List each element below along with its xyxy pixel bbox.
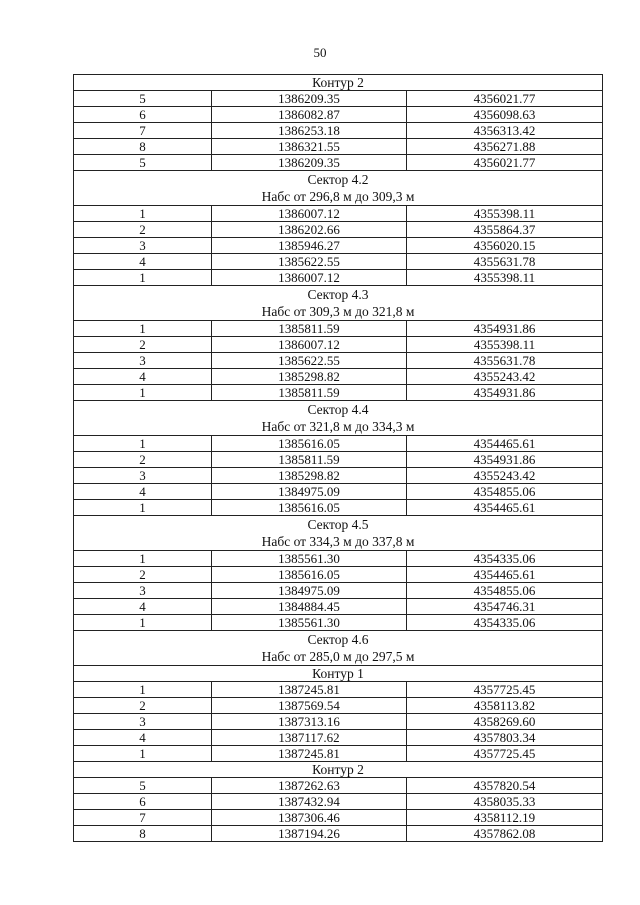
sector-header-row <box>74 631 603 666</box>
table-row <box>74 567 603 583</box>
x-coordinate-cell: 1386321.55 <box>212 139 407 155</box>
table-row <box>74 794 603 810</box>
sector-title: Сектор 4.2 <box>307 172 369 187</box>
x-coordinate-cell: 1387569.54 <box>212 698 407 714</box>
y-coordinate-cell: 4357725.45 <box>407 682 603 698</box>
contour-label: Контур 2 <box>74 762 603 778</box>
point-number-cell: 2 <box>74 337 212 353</box>
contour-header-row <box>74 75 603 91</box>
point-number-cell: 3 <box>74 583 212 599</box>
x-coordinate-cell: 1386209.35 <box>212 155 407 171</box>
point-number-cell: 4 <box>74 254 212 270</box>
point-number-cell: 1 <box>74 746 212 762</box>
y-coordinate-cell: 4357803.34 <box>407 730 603 746</box>
table-row <box>74 599 603 615</box>
point-number-cell: 3 <box>74 353 212 369</box>
table-row <box>74 107 603 123</box>
point-number-cell: 4 <box>74 599 212 615</box>
x-coordinate-cell: 1386209.35 <box>212 91 407 107</box>
point-number-cell: 8 <box>74 826 212 842</box>
table-row <box>74 484 603 500</box>
table-row <box>74 238 603 254</box>
table-row <box>74 452 603 468</box>
table-row <box>74 337 603 353</box>
sector-header-cell <box>74 516 603 551</box>
sector-altitude-range: Набс от 334,3 м до 337,8 м <box>261 534 415 549</box>
x-coordinate-cell: 1386202.66 <box>212 222 407 238</box>
point-number-cell: 6 <box>74 107 212 123</box>
sector-altitude-range: Набс от 285,0 м до 297,5 м <box>261 649 415 664</box>
y-coordinate-cell: 4358113.82 <box>407 698 603 714</box>
sector-altitude-range: Набс от 296,8 м до 309,3 м <box>261 189 415 204</box>
table-row <box>74 746 603 762</box>
y-coordinate-cell: 4358112.19 <box>407 810 603 826</box>
table-row <box>74 123 603 139</box>
x-coordinate-cell: 1385298.82 <box>212 369 407 385</box>
x-coordinate-cell: 1386253.18 <box>212 123 407 139</box>
y-coordinate-cell: 4354931.86 <box>407 452 603 468</box>
contour-header-row <box>74 762 603 778</box>
point-number-cell: 7 <box>74 123 212 139</box>
x-coordinate-cell: 1386007.12 <box>212 206 407 222</box>
x-coordinate-cell: 1387306.46 <box>212 810 407 826</box>
y-coordinate-cell: 4354465.61 <box>407 500 603 516</box>
y-coordinate-cell: 4354855.06 <box>407 484 603 500</box>
table-row <box>74 698 603 714</box>
y-coordinate-cell: 4356021.77 <box>407 155 603 171</box>
point-number-cell: 1 <box>74 385 212 401</box>
x-coordinate-cell: 1385298.82 <box>212 468 407 484</box>
sector-header-cell <box>74 171 603 206</box>
x-coordinate-cell: 1387313.16 <box>212 714 407 730</box>
y-coordinate-cell: 4355864.37 <box>407 222 603 238</box>
x-coordinate-cell: 1387432.94 <box>212 794 407 810</box>
y-coordinate-cell: 4356313.42 <box>407 123 603 139</box>
sector-header-cell <box>74 286 603 321</box>
x-coordinate-cell: 1385622.55 <box>212 254 407 270</box>
point-number-cell: 6 <box>74 794 212 810</box>
table-row <box>74 353 603 369</box>
point-number-cell: 5 <box>74 155 212 171</box>
point-number-cell: 3 <box>74 238 212 254</box>
point-number-cell: 2 <box>74 698 212 714</box>
x-coordinate-cell: 1387245.81 <box>212 682 407 698</box>
coordinates-table <box>73 74 603 842</box>
y-coordinate-cell: 4354335.06 <box>407 551 603 567</box>
x-coordinate-cell: 1385946.27 <box>212 238 407 254</box>
x-coordinate-cell: 1385616.05 <box>212 436 407 452</box>
table-row <box>74 155 603 171</box>
x-coordinate-cell: 1385811.59 <box>212 321 407 337</box>
y-coordinate-cell: 4356098.63 <box>407 107 603 123</box>
x-coordinate-cell: 1387194.26 <box>212 826 407 842</box>
sector-title: Сектор 4.5 <box>307 517 369 532</box>
x-coordinate-cell: 1384975.09 <box>212 583 407 599</box>
table-row <box>74 222 603 238</box>
y-coordinate-cell: 4354931.86 <box>407 385 603 401</box>
table-row <box>74 730 603 746</box>
sector-header-row <box>74 171 603 206</box>
point-number-cell: 2 <box>74 567 212 583</box>
table-row <box>74 551 603 567</box>
x-coordinate-cell: 1384884.45 <box>212 599 407 615</box>
point-number-cell: 5 <box>74 778 212 794</box>
point-number-cell: 4 <box>74 369 212 385</box>
y-coordinate-cell: 4355398.11 <box>407 270 603 286</box>
table-row <box>74 583 603 599</box>
y-coordinate-cell: 4356271.88 <box>407 139 603 155</box>
table-row <box>74 826 603 842</box>
table-row <box>74 321 603 337</box>
sector-title: Сектор 4.3 <box>307 287 369 302</box>
y-coordinate-cell: 4358035.33 <box>407 794 603 810</box>
point-number-cell: 7 <box>74 810 212 826</box>
y-coordinate-cell: 4355243.42 <box>407 369 603 385</box>
point-number-cell: 4 <box>74 484 212 500</box>
x-coordinate-cell: 1385622.55 <box>212 353 407 369</box>
table-row <box>74 91 603 107</box>
y-coordinate-cell: 4354931.86 <box>407 321 603 337</box>
x-coordinate-cell: 1384975.09 <box>212 484 407 500</box>
point-number-cell: 1 <box>74 206 212 222</box>
y-coordinate-cell: 4357820.54 <box>407 778 603 794</box>
y-coordinate-cell: 4356020.15 <box>407 238 603 254</box>
sector-header-cell <box>74 401 603 436</box>
x-coordinate-cell: 1385616.05 <box>212 567 407 583</box>
y-coordinate-cell: 4354465.61 <box>407 436 603 452</box>
x-coordinate-cell: 1386007.12 <box>212 270 407 286</box>
x-coordinate-cell: 1387245.81 <box>212 746 407 762</box>
sector-title: Сектор 4.4 <box>307 402 369 417</box>
table-row <box>74 206 603 222</box>
table-row <box>74 468 603 484</box>
point-number-cell: 2 <box>74 452 212 468</box>
y-coordinate-cell: 4354335.06 <box>407 615 603 631</box>
point-number-cell: 2 <box>74 222 212 238</box>
sector-header-row <box>74 401 603 436</box>
coordinates-table-body <box>74 75 603 842</box>
page-number: 50 <box>313 45 327 60</box>
y-coordinate-cell: 4355398.11 <box>407 337 603 353</box>
table-row <box>74 810 603 826</box>
table-row <box>74 500 603 516</box>
x-coordinate-cell: 1386082.87 <box>212 107 407 123</box>
sector-header-row <box>74 286 603 321</box>
x-coordinate-cell: 1387117.62 <box>212 730 407 746</box>
table-row <box>74 682 603 698</box>
sector-altitude-range: Набс от 309,3 м до 321,8 м <box>261 304 415 319</box>
table-row <box>74 778 603 794</box>
sector-header-row <box>74 516 603 551</box>
x-coordinate-cell: 1385811.59 <box>212 385 407 401</box>
point-number-cell: 4 <box>74 730 212 746</box>
sector-title: Сектор 4.6 <box>307 632 369 647</box>
y-coordinate-cell: 4357862.08 <box>407 826 603 842</box>
table-row <box>74 436 603 452</box>
table-row <box>74 369 603 385</box>
y-coordinate-cell: 4358269.60 <box>407 714 603 730</box>
y-coordinate-cell: 4357725.45 <box>407 746 603 762</box>
point-number-cell: 1 <box>74 682 212 698</box>
y-coordinate-cell: 4355631.78 <box>407 353 603 369</box>
y-coordinate-cell: 4354855.06 <box>407 583 603 599</box>
y-coordinate-cell: 4355398.11 <box>407 206 603 222</box>
x-coordinate-cell: 1385616.05 <box>212 500 407 516</box>
point-number-cell: 1 <box>74 321 212 337</box>
table-row <box>74 270 603 286</box>
y-coordinate-cell: 4356021.77 <box>407 91 603 107</box>
y-coordinate-cell: 4355243.42 <box>407 468 603 484</box>
table-row <box>74 714 603 730</box>
sector-header-cell <box>74 631 603 666</box>
point-number-cell: 3 <box>74 468 212 484</box>
point-number-cell: 1 <box>74 551 212 567</box>
contour-header-row <box>74 666 603 682</box>
table-row <box>74 254 603 270</box>
x-coordinate-cell: 1386007.12 <box>212 337 407 353</box>
x-coordinate-cell: 1385561.30 <box>212 615 407 631</box>
point-number-cell: 8 <box>74 139 212 155</box>
x-coordinate-cell: 1387262.63 <box>212 778 407 794</box>
point-number-cell: 1 <box>74 270 212 286</box>
y-coordinate-cell: 4354746.31 <box>407 599 603 615</box>
sector-altitude-range: Набс от 321,8 м до 334,3 м <box>261 419 415 434</box>
contour-label: Контур 1 <box>74 666 603 682</box>
contour-label: Контур 2 <box>74 75 603 91</box>
y-coordinate-cell: 4355631.78 <box>407 254 603 270</box>
table-row <box>74 615 603 631</box>
table-row <box>74 385 603 401</box>
x-coordinate-cell: 1385811.59 <box>212 452 407 468</box>
point-number-cell: 1 <box>74 500 212 516</box>
x-coordinate-cell: 1385561.30 <box>212 551 407 567</box>
point-number-cell: 1 <box>74 615 212 631</box>
table-row <box>74 139 603 155</box>
y-coordinate-cell: 4354465.61 <box>407 567 603 583</box>
point-number-cell: 5 <box>74 91 212 107</box>
point-number-cell: 1 <box>74 436 212 452</box>
point-number-cell: 3 <box>74 714 212 730</box>
